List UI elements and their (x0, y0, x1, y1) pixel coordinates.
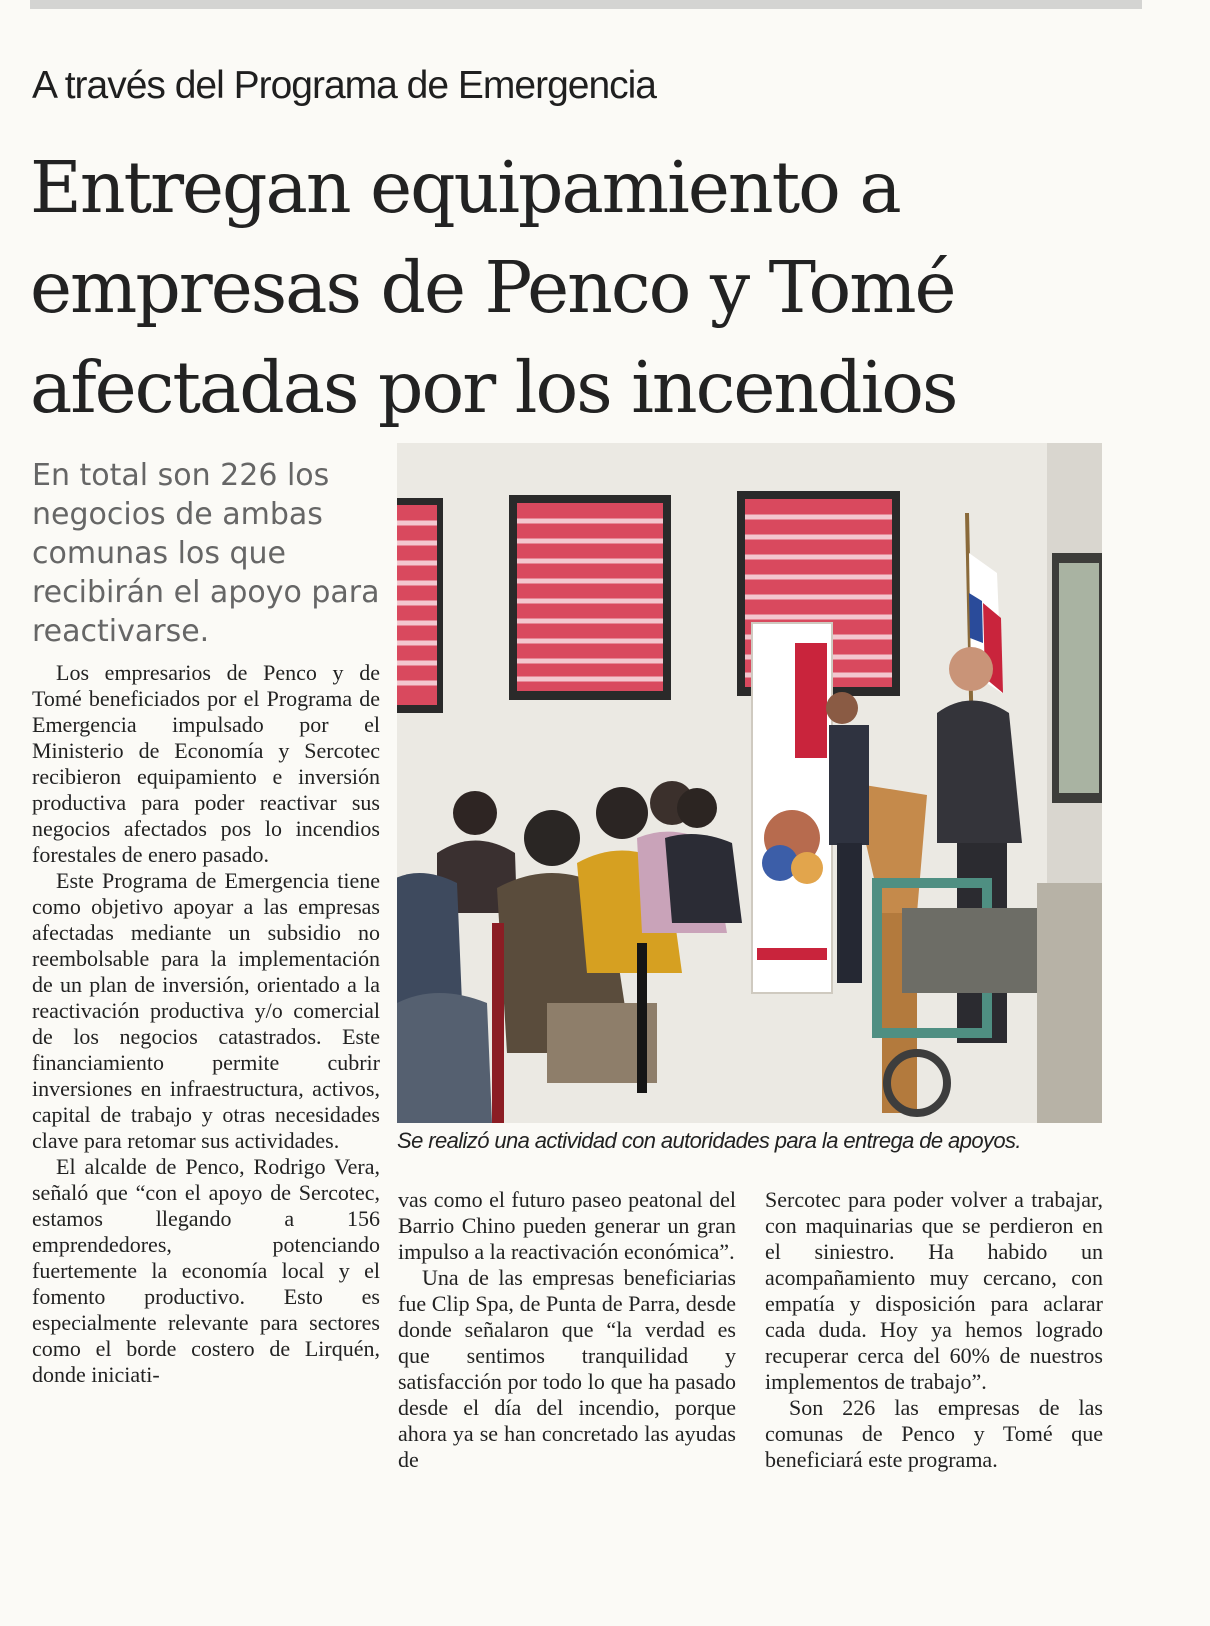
photo-caption: Se realizó una actividad con autoridades para la entrega de apoyos. (397, 1128, 1021, 1153)
top-rule (30, 0, 1142, 9)
article-headline (30, 138, 1170, 438)
text-column-3 (765, 1187, 1103, 1473)
article-kicker: A través del Programa de Emergencia (32, 64, 657, 107)
paragraph: Una de las empresas beneficiarias fue Clip Spa, de Punta de Parra, desde donde señalaron que “la verdad es que sentimos tranquilidad y satisfacción por todo lo que ha pasado desde el día del incendio, porque ahora ya se han concretado las ayudas de (398, 1265, 736, 1472)
article-photo (397, 443, 1102, 1123)
headline-line: empresas de Penco y Tomé (30, 246, 955, 329)
paragraph: Son 226 las empresas de las comunas de Penco y Tomé que beneficiará este programa. (765, 1395, 1103, 1472)
paragraph: vas como el futuro paseo peatonal del Barrio Chino pueden generar un gran impulso a la reactivación económica”. (398, 1187, 736, 1264)
paragraph: Los empresarios de Penco y de Tomé beneficiados por el Programa de Emergencia impulsado por el Ministerio de Economía y Sercotec recibieron equipamiento e inversión productiva para poder reactivar sus negocios afectados pos lo incendios forestales de enero pasado. (32, 660, 380, 867)
article-deck: En total son 226 los negocios de ambas comunas los que recibirán el apoyo para reactivarse. (32, 458, 380, 649)
paragraph: Este Programa de Emergencia tiene como objetivo apoyar a las empresas afectadas mediante un subsidio no reembolsable para la implementación de un plan de inversión, orientado a la reactivación productiva y/o comercial de los negocios catastrados. Este financiamiento permite cubrir inversiones en infraestructura, activos, capital de trabajo y otras necesidades clave para retomar sus actividades. (32, 868, 380, 1153)
paragraph: Sercotec para poder volver a trabajar, con maquinarias que se perdieron en el siniestro. Ha habido un acompañamiento muy cercano, con empatía y disposición para aclarar cada duda. Hoy ya hemos logrado recuperar cerca del 60% de nuestros implementos de trabajo”. (765, 1187, 1103, 1394)
headline-line: afectadas por los incendios (30, 346, 957, 429)
text-column-2 (398, 1187, 736, 1473)
headline-line: Entregan equipamiento a (30, 146, 900, 229)
paragraph: El alcalde de Penco, Rodrigo Vera, señaló que “con el apoyo de Sercotec, estamos llegando a 156 emprendedores, potenciando fuertemente la economía local y el fomento productivo. Esto es especialmente relevante para sectores como el borde costero de Lirquén, donde iniciati- (32, 1154, 380, 1387)
text-column-1 (32, 660, 380, 1388)
